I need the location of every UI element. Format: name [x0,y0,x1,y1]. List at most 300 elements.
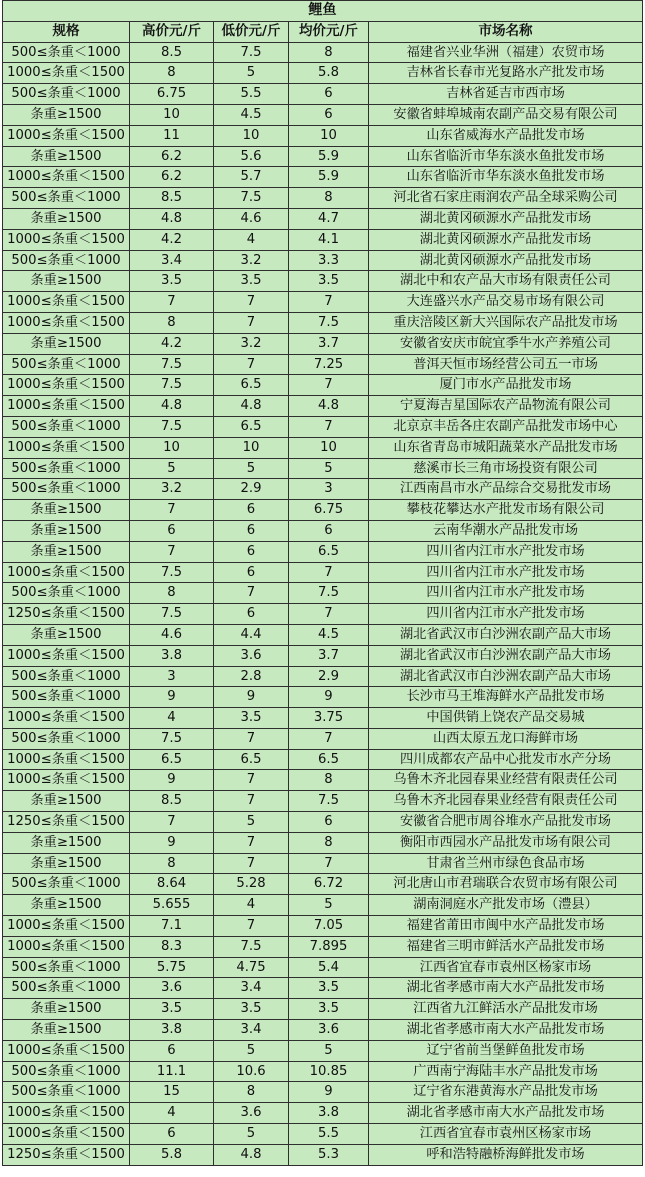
cell-spec: 500≤条重＜1000 [3,978,130,999]
cell-avg-price: 7 [289,604,369,625]
cell-avg-price: 6 [289,84,369,105]
cell-avg-price: 5.5 [289,1124,369,1145]
cell-spec: 条重≥1500 [3,271,130,292]
cell-avg-price: 7 [289,562,369,583]
cell-low-price: 7 [214,916,289,937]
cell-low-price: 4.5 [214,104,289,125]
cell-low-price: 6 [214,500,289,521]
cell-market-name: 四川省内江市水产批发市场 [369,583,643,604]
cell-market-name: 湖北省武汉市白沙洲农副产品大市场 [369,645,643,666]
table-row [3,167,643,188]
cell-market-name: 河北唐山市君瑞联合农贸市场有限公司 [369,874,643,895]
cell-market-name: 广西南宁海陆丰水产品批发市场 [369,1061,643,1082]
header-row [3,21,643,42]
cell-avg-price: 7 [289,728,369,749]
table-title-row [3,1,643,22]
cell-market-name: 湖北省孝感市南大水产品批发市场 [369,978,643,999]
cell-market-name: 福建省三明市鲜活水产品批发市场 [369,936,643,957]
cell-spec: 500≤条重＜1000 [3,1082,130,1103]
cell-spec: 条重≥1500 [3,999,130,1020]
cell-high-price: 6 [130,520,214,541]
cell-market-name: 大连盛兴水产品交易市场有限公司 [369,292,643,313]
cell-spec: 1250≤条重＜1500 [3,1144,130,1165]
cell-low-price: 4 [214,895,289,916]
cell-low-price: 7.5 [214,188,289,209]
table-row [3,562,643,583]
cell-market-name: 河北省石家庄雨润农产品全球采购公司 [369,188,643,209]
cell-high-price: 4.6 [130,624,214,645]
cell-spec: 500≤条重＜1000 [3,1061,130,1082]
cell-avg-price: 8 [289,832,369,853]
cell-spec: 1000≤条重＜1500 [3,708,130,729]
cell-high-price: 5.655 [130,895,214,916]
cell-spec: 条重≥1500 [3,541,130,562]
cell-spec: 500≤条重＜1000 [3,416,130,437]
cell-avg-price: 6 [289,104,369,125]
table-row [3,853,643,874]
cell-low-price: 8 [214,1082,289,1103]
cell-low-price: 5 [214,1124,289,1145]
cell-spec: 1000≤条重＜1500 [3,916,130,937]
cell-low-price: 6 [214,604,289,625]
cell-market-name: 攀枝花攀达水产批发市场有限公司 [369,500,643,521]
cell-low-price: 7 [214,583,289,604]
cell-spec: 500≤条重＜1000 [3,458,130,479]
cell-spec: 1000≤条重＜1500 [3,770,130,791]
cell-market-name: 四川省内江市水产批发市场 [369,562,643,583]
cell-avg-price: 4.5 [289,624,369,645]
table-row [3,791,643,812]
cell-avg-price: 8 [289,770,369,791]
cell-high-price: 6.75 [130,84,214,105]
cell-avg-price: 7.25 [289,354,369,375]
cell-market-name: 辽宁省前当堡鲜鱼批发市场 [369,1040,643,1061]
cell-high-price: 7.1 [130,916,214,937]
cell-avg-price: 6 [289,812,369,833]
header-spec: 规格 [3,21,130,42]
cell-low-price: 6.5 [214,416,289,437]
cell-low-price: 3.5 [214,271,289,292]
cell-market-name: 普洱天恒市场经营公司五一市场 [369,354,643,375]
table-row [3,687,643,708]
cell-spec: 500≤条重＜1000 [3,874,130,895]
cell-spec: 1000≤条重＜1500 [3,1124,130,1145]
cell-market-name: 福建省兴业华洲（福建）农贸市场 [369,42,643,63]
cell-avg-price: 6.72 [289,874,369,895]
cell-market-name: 山东省临沂市华东淡水鱼批发市场 [369,167,643,188]
table-row [3,957,643,978]
cell-spec: 1000≤条重＜1500 [3,749,130,770]
cell-low-price: 7 [214,312,289,333]
table-row [3,104,643,125]
cell-market-name: 安徽省安庆市皖宜季牛水产养殖公司 [369,333,643,354]
table-row [3,416,643,437]
table-row [3,728,643,749]
cell-market-name: 山东省威海水产品批发市场 [369,125,643,146]
cell-low-price: 7 [214,832,289,853]
cell-spec: 1000≤条重＜1500 [3,437,130,458]
table-row [3,437,643,458]
cell-high-price: 6 [130,1040,214,1061]
cell-spec: 1000≤条重＜1500 [3,312,130,333]
table-row [3,936,643,957]
cell-high-price: 3.8 [130,1020,214,1041]
cell-avg-price: 3.8 [289,1103,369,1124]
cell-avg-price: 3.7 [289,333,369,354]
table-title: 鲤鱼 [3,1,643,22]
cell-low-price: 6.5 [214,375,289,396]
cell-market-name: 四川省内江市水产批发市场 [369,604,643,625]
cell-low-price: 4 [214,229,289,250]
cell-avg-price: 3.3 [289,250,369,271]
cell-market-name: 湖北黄冈硕源水产品批发市场 [369,229,643,250]
table-row [3,604,643,625]
table-row [3,1040,643,1061]
header-avg-price: 均价元/斤 [289,21,369,42]
cell-market-name: 安徽省蚌埠城南农副产品交易有限公司 [369,104,643,125]
cell-avg-price: 3 [289,479,369,500]
cell-low-price: 6.5 [214,749,289,770]
cell-spec: 条重≥1500 [3,853,130,874]
table-row [3,832,643,853]
cell-high-price: 7 [130,541,214,562]
cell-spec: 1000≤条重＜1500 [3,63,130,84]
cell-market-name: 北京京丰岳各庄农副产品批发市场中心 [369,416,643,437]
cell-low-price: 6 [214,562,289,583]
cell-spec: 条重≥1500 [3,520,130,541]
cell-low-price: 10.6 [214,1061,289,1082]
cell-market-name: 厦门市水产品批发市场 [369,375,643,396]
cell-high-price: 8 [130,583,214,604]
cell-avg-price: 5.9 [289,167,369,188]
cell-avg-price: 3.7 [289,645,369,666]
cell-low-price: 7 [214,292,289,313]
table-row [3,541,643,562]
table-row [3,978,643,999]
cell-market-name: 湖北省孝感市南大水产品批发市场 [369,1020,643,1041]
cell-high-price: 7.5 [130,375,214,396]
cell-market-name: 乌鲁木齐北园春果业经营有限责任公司 [369,770,643,791]
table-row [3,749,643,770]
cell-spec: 1000≤条重＜1500 [3,645,130,666]
table-row [3,146,643,167]
cell-avg-price: 8 [289,188,369,209]
cell-market-name: 甘肃省兰州市绿色食品市场 [369,853,643,874]
cell-spec: 1000≤条重＜1500 [3,396,130,417]
cell-avg-price: 7.05 [289,916,369,937]
cell-avg-price: 7 [289,375,369,396]
header-high-price: 高价元/斤 [130,21,214,42]
table-row [3,916,643,937]
cell-avg-price: 10 [289,437,369,458]
cell-high-price: 4.2 [130,333,214,354]
cell-avg-price: 7.895 [289,936,369,957]
cell-spec: 1000≤条重＜1500 [3,292,130,313]
cell-low-price: 4.75 [214,957,289,978]
table-row [3,1103,643,1124]
cell-low-price: 5 [214,812,289,833]
cell-spec: 500≤条重＜1000 [3,250,130,271]
cell-market-name: 安徽省合肥市周谷堆水产品批发市场 [369,812,643,833]
cell-high-price: 7 [130,292,214,313]
cell-high-price: 8 [130,63,214,84]
cell-low-price: 3.4 [214,978,289,999]
cell-high-price: 9 [130,832,214,853]
cell-low-price: 7 [214,791,289,812]
cell-avg-price: 9 [289,687,369,708]
table-row [3,84,643,105]
cell-spec: 500≤条重＜1000 [3,583,130,604]
cell-high-price: 3.5 [130,999,214,1020]
cell-market-name: 湖北省孝感市南大水产品批发市场 [369,1103,643,1124]
cell-low-price: 9 [214,687,289,708]
cell-market-name: 吉林省长春市光复路水产批发市场 [369,63,643,84]
cell-low-price: 6 [214,541,289,562]
cell-high-price: 10 [130,437,214,458]
cell-low-price: 3.4 [214,1020,289,1041]
cell-avg-price: 7.5 [289,791,369,812]
table-row [3,583,643,604]
cell-high-price: 8 [130,312,214,333]
cell-avg-price: 5.9 [289,146,369,167]
cell-low-price: 3.2 [214,250,289,271]
cell-high-price: 4.8 [130,208,214,229]
cell-spec: 500≤条重＜1000 [3,84,130,105]
cell-avg-price: 6.5 [289,749,369,770]
table-row [3,1124,643,1145]
cell-spec: 1000≤条重＜1500 [3,1103,130,1124]
cell-high-price: 7.5 [130,354,214,375]
cell-low-price: 5.28 [214,874,289,895]
cell-spec: 条重≥1500 [3,791,130,812]
cell-high-price: 5.8 [130,1144,214,1165]
cell-spec: 条重≥1500 [3,624,130,645]
cell-low-price: 7.5 [214,936,289,957]
cell-avg-price: 10.85 [289,1061,369,1082]
cell-low-price: 5.5 [214,84,289,105]
cell-low-price: 4.4 [214,624,289,645]
cell-market-name: 山东省青岛市城阳蔬菜水产品批发市场 [369,437,643,458]
cell-market-name: 湖南洞庭水产批发市场（澧县） [369,895,643,916]
table-row [3,229,643,250]
cell-avg-price: 7 [289,416,369,437]
cell-low-price: 5.7 [214,167,289,188]
cell-spec: 500≤条重＜1000 [3,354,130,375]
cell-high-price: 4.8 [130,396,214,417]
cell-avg-price: 5 [289,1040,369,1061]
cell-low-price: 3.6 [214,645,289,666]
cell-low-price: 3.6 [214,1103,289,1124]
cell-spec: 500≤条重＜1000 [3,42,130,63]
cell-spec: 500≤条重＜1000 [3,957,130,978]
cell-avg-price: 10 [289,125,369,146]
cell-low-price: 2.9 [214,479,289,500]
cell-avg-price: 4.8 [289,396,369,417]
cell-high-price: 8.5 [130,791,214,812]
cell-avg-price: 7.5 [289,312,369,333]
table-row [3,312,643,333]
cell-market-name: 湖北中和农产品大市场有限责任公司 [369,271,643,292]
cell-avg-price: 2.9 [289,666,369,687]
cell-avg-price: 5.8 [289,63,369,84]
table-row [3,520,643,541]
table-row [3,666,643,687]
cell-low-price: 10 [214,125,289,146]
table-row [3,1144,643,1165]
table-row [3,999,643,1020]
header-market-name: 市场名称 [369,21,643,42]
cell-low-price: 5 [214,458,289,479]
cell-market-name: 湖北省武汉市白沙洲农副产品大市场 [369,624,643,645]
table-row [3,63,643,84]
cell-market-name: 宁夏海吉星国际农产品物流有限公司 [369,396,643,417]
cell-high-price: 8.3 [130,936,214,957]
cell-spec: 500≤条重＜1000 [3,666,130,687]
cell-market-name: 云南华潮水产品批发市场 [369,520,643,541]
table-row [3,708,643,729]
cell-low-price: 5.6 [214,146,289,167]
table-row [3,1061,643,1082]
cell-market-name: 重庆涪陵区新大兴国际农产品批发市场 [369,312,643,333]
cell-high-price: 8.64 [130,874,214,895]
cell-high-price: 4 [130,708,214,729]
cell-avg-price: 3.5 [289,271,369,292]
cell-high-price: 8.5 [130,188,214,209]
cell-low-price: 4.6 [214,208,289,229]
cell-spec: 条重≥1500 [3,1020,130,1041]
cell-avg-price: 7 [289,853,369,874]
cell-high-price: 7 [130,500,214,521]
cell-low-price: 7 [214,770,289,791]
table-row [3,645,643,666]
cell-market-name: 湖北黄冈硕源水产品批发市场 [369,250,643,271]
cell-avg-price: 3.6 [289,1020,369,1041]
cell-high-price: 3 [130,666,214,687]
cell-high-price: 5.75 [130,957,214,978]
cell-spec: 条重≥1500 [3,333,130,354]
cell-market-name: 吉林省延吉市西市场 [369,84,643,105]
cell-spec: 500≤条重＜1000 [3,479,130,500]
cell-high-price: 7.5 [130,604,214,625]
cell-market-name: 江西南昌市水产品综合交易批发市场 [369,479,643,500]
cell-spec: 条重≥1500 [3,895,130,916]
table-row [3,42,643,63]
table-row [3,500,643,521]
table-row [3,271,643,292]
cell-avg-price: 9 [289,1082,369,1103]
cell-market-name: 山西太原五龙口海鲜市场 [369,728,643,749]
table-row [3,396,643,417]
cell-spec: 500≤条重＜1000 [3,687,130,708]
cell-low-price: 5 [214,63,289,84]
table-row [3,1020,643,1041]
cell-spec: 1000≤条重＜1500 [3,936,130,957]
cell-avg-price: 5.4 [289,957,369,978]
cell-market-name: 四川成都农产品中心批发市水产分场 [369,749,643,770]
cell-high-price: 5 [130,458,214,479]
table-row [3,208,643,229]
cell-low-price: 4.8 [214,396,289,417]
cell-high-price: 7 [130,812,214,833]
cell-high-price: 6.2 [130,167,214,188]
cell-avg-price: 5 [289,458,369,479]
cell-high-price: 11 [130,125,214,146]
cell-high-price: 4.2 [130,229,214,250]
cell-avg-price: 6 [289,520,369,541]
cell-high-price: 8 [130,853,214,874]
cell-high-price: 3.5 [130,271,214,292]
cell-high-price: 8.5 [130,42,214,63]
cell-market-name: 呼和浩特融桥海鲜批发市场 [369,1144,643,1165]
cell-spec: 条重≥1500 [3,208,130,229]
table-row [3,1082,643,1103]
cell-avg-price: 8 [289,42,369,63]
cell-spec: 1000≤条重＜1500 [3,375,130,396]
table-row [3,188,643,209]
cell-high-price: 6 [130,1124,214,1145]
header-low-price: 低价元/斤 [214,21,289,42]
table-row [3,292,643,313]
cell-market-name: 辽宁省东港黄海水产品批发市场 [369,1082,643,1103]
cell-high-price: 10 [130,104,214,125]
cell-spec: 1000≤条重＜1500 [3,125,130,146]
cell-avg-price: 7.5 [289,583,369,604]
cell-avg-price: 3.5 [289,978,369,999]
price-table [2,0,643,1166]
cell-avg-price: 5 [289,895,369,916]
cell-high-price: 6.5 [130,749,214,770]
cell-market-name: 乌鲁木齐北园春果业经营有限责任公司 [369,791,643,812]
table-row [3,375,643,396]
cell-market-name: 中国供销上饶农产品交易城 [369,708,643,729]
cell-avg-price: 3.75 [289,708,369,729]
cell-market-name: 湖北黄冈硕源水产品批发市场 [369,208,643,229]
table-row [3,874,643,895]
cell-high-price: 3.2 [130,479,214,500]
cell-spec: 1250≤条重＜1500 [3,604,130,625]
cell-spec: 1250≤条重＜1500 [3,812,130,833]
cell-spec: 1000≤条重＜1500 [3,562,130,583]
cell-avg-price: 4.7 [289,208,369,229]
cell-spec: 1000≤条重＜1500 [3,1040,130,1061]
cell-market-name: 山东省临沂市华东淡水鱼批发市场 [369,146,643,167]
cell-low-price: 4.8 [214,1144,289,1165]
cell-spec: 500≤条重＜1000 [3,188,130,209]
cell-market-name: 江西省宜春市袁州区杨家市场 [369,957,643,978]
table-row [3,624,643,645]
cell-market-name: 四川省内江市水产批发市场 [369,541,643,562]
cell-high-price: 7.5 [130,416,214,437]
cell-high-price: 9 [130,687,214,708]
cell-high-price: 6.2 [130,146,214,167]
cell-market-name: 湖北省武汉市白沙洲农副产品大市场 [369,666,643,687]
cell-high-price: 7.5 [130,728,214,749]
cell-low-price: 7 [214,354,289,375]
table-row [3,458,643,479]
cell-market-name: 福建省莆田市闽中水产品批发市场 [369,916,643,937]
cell-low-price: 7.5 [214,42,289,63]
cell-market-name: 慈溪市长三角市场投资有限公司 [369,458,643,479]
cell-spec: 条重≥1500 [3,832,130,853]
cell-spec: 1000≤条重＜1500 [3,167,130,188]
cell-low-price: 10 [214,437,289,458]
cell-spec: 1000≤条重＜1500 [3,229,130,250]
cell-low-price: 7 [214,728,289,749]
table-row [3,895,643,916]
cell-market-name: 江西省宜春市袁州区杨家市场 [369,1124,643,1145]
cell-spec: 条重≥1500 [3,500,130,521]
cell-low-price: 5 [214,1040,289,1061]
